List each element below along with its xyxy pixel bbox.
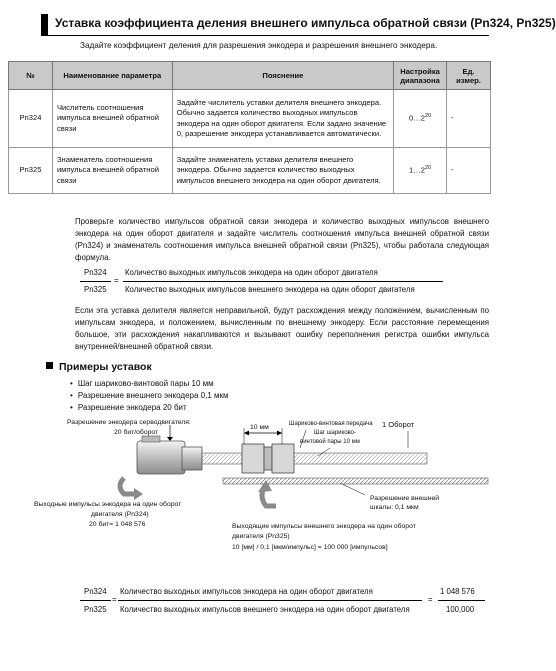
formula2-numerator: Количество выходных импульсов энкодера на один оборот двигателя [120, 587, 373, 596]
formula2-numerator-param: Pn324 [84, 587, 107, 596]
list-item: • Шаг шариково-винтовой пары 10 мм [70, 378, 229, 390]
servo-resolution-label: Разрешение энкодера серводвигателя: [67, 419, 191, 426]
col-header-no: № [9, 62, 53, 90]
formula1-equals: = [114, 276, 119, 285]
list-item: • Разрешение внешнего энкодера 0,1 мкм [70, 390, 229, 402]
formula2-numerator-value: 1 048 576 [440, 587, 475, 596]
col-header-unit: Ед. измер. [447, 62, 491, 90]
pn324-output-label-line2: двигателя (Pn324) [91, 511, 149, 518]
formula2-value-rule [438, 600, 485, 601]
ball-screw-shaft [202, 453, 427, 464]
screw-nut [242, 444, 294, 473]
intro-paragraph: Проверьте количество импульсов обратной связи энкодера и количество выходных импульсов внешнего энкодера на один оборот двигателя и задайте числитель соотношения импульса внешней обратной связи (Pn324) и знаменатель соотношения импульса внешней обратной связи (Pn325), чтобы работала следующая формула. [75, 217, 489, 262]
page-title: Уставка коэффициента деления внешнего импульса обратной связи (Pn324, Pn325) [55, 16, 556, 30]
formula2-denominator-value: 100,000 [446, 605, 475, 614]
param-description: Задайте знаменатель уставки делителя внешнего энкодера. Обычно задается количество выходных импульсов внешнего энкодера на один оборот двигателя. [172, 148, 393, 194]
param-number: Pn324 [9, 90, 53, 148]
formula2-param-rule [80, 600, 111, 601]
ball-screw-label: Шариково-винтовая передача [289, 421, 373, 427]
external-scale [223, 478, 488, 484]
param-name: Знаменатель соотношения импульса внешней обратной связи [52, 148, 172, 194]
pitch-label: 10 мм [250, 424, 269, 431]
formula1-denominator-param: Pn325 [84, 285, 107, 294]
formula2-equals-1: = [112, 595, 117, 604]
pn324-output-label-line1: Выходные импульсы энкодера на один оборот [34, 501, 182, 508]
range-exponent: 20 [424, 165, 432, 172]
servo-motor [137, 436, 202, 474]
pn324-output-value: 20 бит= 1 048 576 [89, 521, 146, 528]
param-name: Числитель соотношения импульса внешней обратной связи [52, 90, 172, 148]
param-number: Pn325 [9, 148, 53, 194]
formula1-denominator: Количество выходных импульсов внешнего энкодера на один оборот двигателя [125, 285, 415, 294]
param-unit: - [447, 148, 491, 194]
pn325-output-label-line1: Выходящие импульсы внешнего энкодера на один оборот [232, 523, 416, 530]
pn325-output-value: 10 [мм] / 0,1 [мкм/импульс] = 100 000 [импульсов] [232, 544, 388, 551]
one-revolution-label: 1 Оборот [382, 420, 415, 429]
formula2-rule [118, 600, 422, 601]
screw-pitch-label-line1: Шаг шариково- [314, 430, 357, 436]
pn325-output-label-line2: двигателя (Pn325) [232, 533, 290, 540]
range-base: 1…2 [408, 165, 425, 175]
external-scale-label-line2: шкалы: 0,1 мкм [370, 504, 419, 511]
rotation-arrow-icon [120, 478, 143, 500]
motor-indicator-arrow [167, 425, 173, 441]
range-exponent: 20 [424, 113, 432, 120]
screw-pitch-label-line2: винтовой пары 10 мм [300, 439, 360, 445]
examples-title: Примеры уставок [59, 361, 152, 373]
formula1-numerator: Количество выходных импульсов энкодера на один оборот двигателя [125, 268, 378, 277]
servo-resolution-value: 20 бит/оборот [114, 429, 159, 436]
col-header-range: Настройка диапазона [394, 62, 447, 90]
list-item: • Разрешение энкодера 20 бит [70, 402, 229, 414]
formula1-numerator-param: Pn324 [84, 268, 107, 277]
range-base: 0…2 [408, 113, 425, 123]
warning-paragraph: Если эта уставка делителя является неправильной, будут расхождения между положением, вычисленным по импульсам энкодера, и положением, вычисленным по внешнему энкодеру. Если расстояние перемещения большое, эти расхождения накапливаются и вызывают ошибку переполнения регистра ошибки импульса внутренней/внешней обратной связи. [75, 306, 489, 351]
external-scale-label-line1: Разрешение внешней [370, 495, 440, 502]
formula2-denominator-param: Pn325 [84, 605, 107, 614]
col-header-desc: Пояснение [172, 62, 393, 90]
param-description: Задайте числитель уставки делителя внешнего энкодера. Обычно задается количество выходных импульсов энкодера на один оборот двигателя. Если задано значение 0, разрешение энкодера устанавливается автоматически. [172, 90, 393, 148]
page-subtitle: Задайте коэффициент деления для разрешения энкодера и разрешения внешнего энкодера. [80, 41, 438, 50]
formula2-equals-2: = [428, 595, 433, 604]
param-unit: - [447, 90, 491, 148]
formula2-denominator: Количество выходных импульсов внешнего энкодера на один оборот двигателя [120, 605, 410, 614]
col-header-name: Наименование параметра [52, 62, 172, 90]
